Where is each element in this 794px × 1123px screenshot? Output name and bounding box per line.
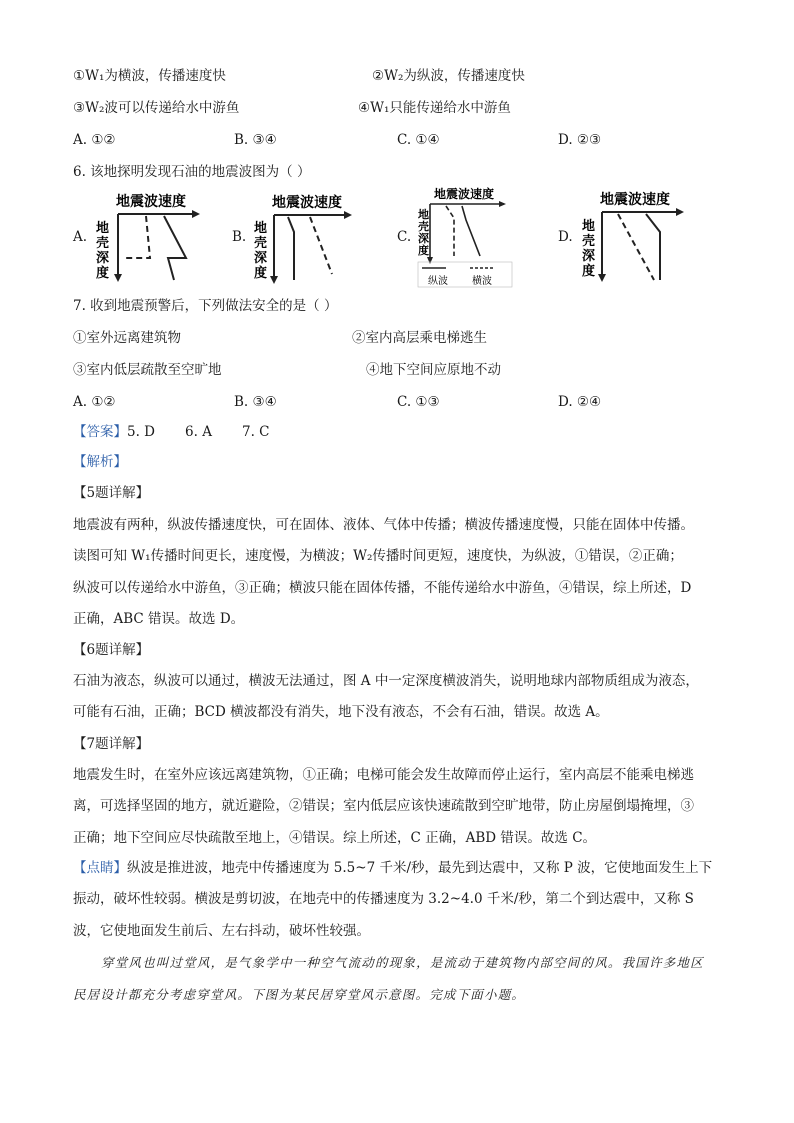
- q6-diagram-a: [88, 192, 218, 287]
- q5-option-b: B. ③④: [234, 132, 277, 148]
- diagram-c-depth-char: 度: [418, 244, 429, 257]
- diagram-d-depth-char: 深: [582, 249, 596, 264]
- d5-line: 地震波有两种，纵波传播速度快，可在固体、液体、气体中传播；横波传播速度慢，只能在固体中传播。: [73, 517, 694, 533]
- diagram-a-depth-char: 地: [96, 221, 110, 236]
- diagram-d-axis-title: 地震波速度: [600, 192, 670, 208]
- d6-line: 石油为液态，纵波可以通过，横波无法通过，图 A 中一定深度横波消失，说明地球内部物质组成为液态，: [73, 673, 699, 689]
- q7-stem: 7. 收到地震预警后，下列做法安全的是（ ）: [73, 298, 338, 314]
- q5-statement-2: ②W₂为纵波，传播速度快: [372, 68, 525, 84]
- q5-option-d: D. ②③: [558, 132, 602, 148]
- tip-body: [73, 853, 723, 947]
- diagram-b-depth-char: 地: [254, 221, 268, 236]
- q5-option-a: A. ①②: [73, 132, 116, 148]
- diagram-b-depth-char: 度: [254, 266, 268, 281]
- q5-option-c: C. ①④: [397, 132, 440, 148]
- d6-line: 可能有石油，正确；BCD 横波都没有消失，地下没有液态，不会有石油，错误。故选 A。: [73, 704, 609, 721]
- diagram-a-depth-char: 度: [96, 266, 110, 281]
- next-intro-line-2: 民居设计都充分考虑穿堂风。下图为某民居穿堂风示意图。完成下面小题。: [73, 987, 526, 1002]
- d7-line: 正确；地下空间应尽快疏散至地上，④错误。综上所述，C 正确，ABD 错误。故选 C。: [73, 829, 597, 846]
- diagram-a-depth-char: 深: [96, 251, 110, 266]
- q7-statement-3: ③室内低层疏散至空旷地: [73, 362, 222, 378]
- d5-line: 纵波可以传递给水中游鱼，③正确；横波只能在固体传播，不能传递给水中游鱼，④错误，综上所述，D: [73, 579, 692, 596]
- d6-title: 【6题详解】: [73, 642, 150, 658]
- next-intro-line-1: 穿堂风也叫过堂风，是气象学中一种空气流动的现象，是流动于建筑物内部空间的风。我国许多地区: [101, 955, 704, 970]
- d5-title: 【5题详解】: [73, 485, 150, 501]
- diagram-b-axis-title: 地震波速度: [272, 195, 342, 211]
- tip-line: 振动，破坏性较弱。横波是剪切波，在地壳中的传播速度为 3.2~4.0 千米/秒，第二个到达震中，又称 S: [73, 891, 694, 908]
- diagram-d-depth-char: 度: [582, 264, 596, 279]
- diagram-c-legend-longitudinal: 纵波: [428, 276, 448, 287]
- d7-line: 离，可选择坚固的地方，就近避险，②错误；室内低层应该快速疏散到空旷地带，防止房屋倒塌掩埋，③: [73, 798, 694, 815]
- q7-option-d: D. ②④: [558, 394, 602, 410]
- answer-line: [73, 422, 270, 442]
- d7-title: 【7题详解】: [73, 736, 150, 752]
- answer-text: 5. D 6. A 7. C: [127, 424, 270, 440]
- q6-option-a-label: A.: [73, 229, 88, 245]
- analysis-label: 【解析】: [73, 454, 127, 470]
- diagram-b-depth-char: 壳: [254, 236, 268, 251]
- q6-option-d-label: D.: [558, 229, 573, 245]
- diagram-c-legend-transverse: 横波: [472, 276, 492, 287]
- d5-line: 读图可知 W₁传播时间更长，速度慢，为横波；W₂传播时间更短，速度快，为纵波，①错误，②正确；: [73, 548, 683, 565]
- diagram-c-depth-char: 壳: [418, 220, 429, 233]
- answer-label: 【答案】: [73, 424, 127, 440]
- d7-line: 地震发生时，在室外应该远离建筑物，①正确；电梯可能会发生故障而停止运行，室内高层不能乘电梯逃: [73, 767, 694, 783]
- q6-stem: 6. 该地探明发现石油的地震波图为（ ）: [73, 164, 311, 180]
- diagram-b-depth-char: 深: [254, 251, 268, 266]
- q7-option-b: B. ③④: [234, 394, 277, 410]
- diagram-d-depth-char: 地: [582, 219, 596, 234]
- q5-statement-1: ①W₁为横波，传播速度快: [73, 68, 226, 84]
- q7-option-a: A. ①②: [73, 394, 116, 410]
- d7-body: [73, 760, 723, 854]
- q6-diagram-d: [578, 188, 698, 288]
- q6-diagram-c: [416, 184, 516, 289]
- d6-body: [73, 666, 723, 729]
- diagram-d-depth-char: 壳: [582, 234, 596, 249]
- diagram-a-depth-char: 壳: [96, 236, 110, 251]
- q6-option-c-label: C.: [397, 229, 412, 245]
- diagram-c-depth-char: 深: [418, 232, 429, 245]
- q6-diagram-b: [250, 192, 360, 287]
- tip-line-text: 纵波是推进波，地壳中传播速度为 5.5~7 千米/秒，最先到达震中，又称 P 波，它使地面发生上下: [127, 860, 713, 876]
- d5-line: 正确，ABC 错误。故选 D。: [73, 610, 245, 627]
- diagram-a-axis-title: 地震波速度: [116, 194, 186, 210]
- q7-statement-4: ④地下空间应原地不动: [366, 362, 501, 378]
- d5-body: [73, 510, 723, 635]
- tip-line: [73, 853, 723, 884]
- q5-statement-4: ④W₁只能传递给水中游鱼: [358, 100, 511, 116]
- q7-statement-2: ②室内高层乘电梯逃生: [352, 330, 487, 346]
- q7-statement-1: ①室外远离建筑物: [73, 330, 181, 346]
- q6-option-b-label: B.: [232, 229, 247, 245]
- q5-statement-3: ③W₂波可以传递给水中游鱼: [73, 100, 240, 116]
- tip-line: 波，它使地面发生前后、左右抖动，破坏性较强。: [73, 922, 370, 939]
- diagram-c-axis-title: 地震波速度: [434, 187, 495, 201]
- q7-option-c: C. ①③: [397, 394, 440, 410]
- tip-label: 【点睛】: [73, 860, 127, 876]
- diagram-c-depth-char: 地: [418, 208, 429, 221]
